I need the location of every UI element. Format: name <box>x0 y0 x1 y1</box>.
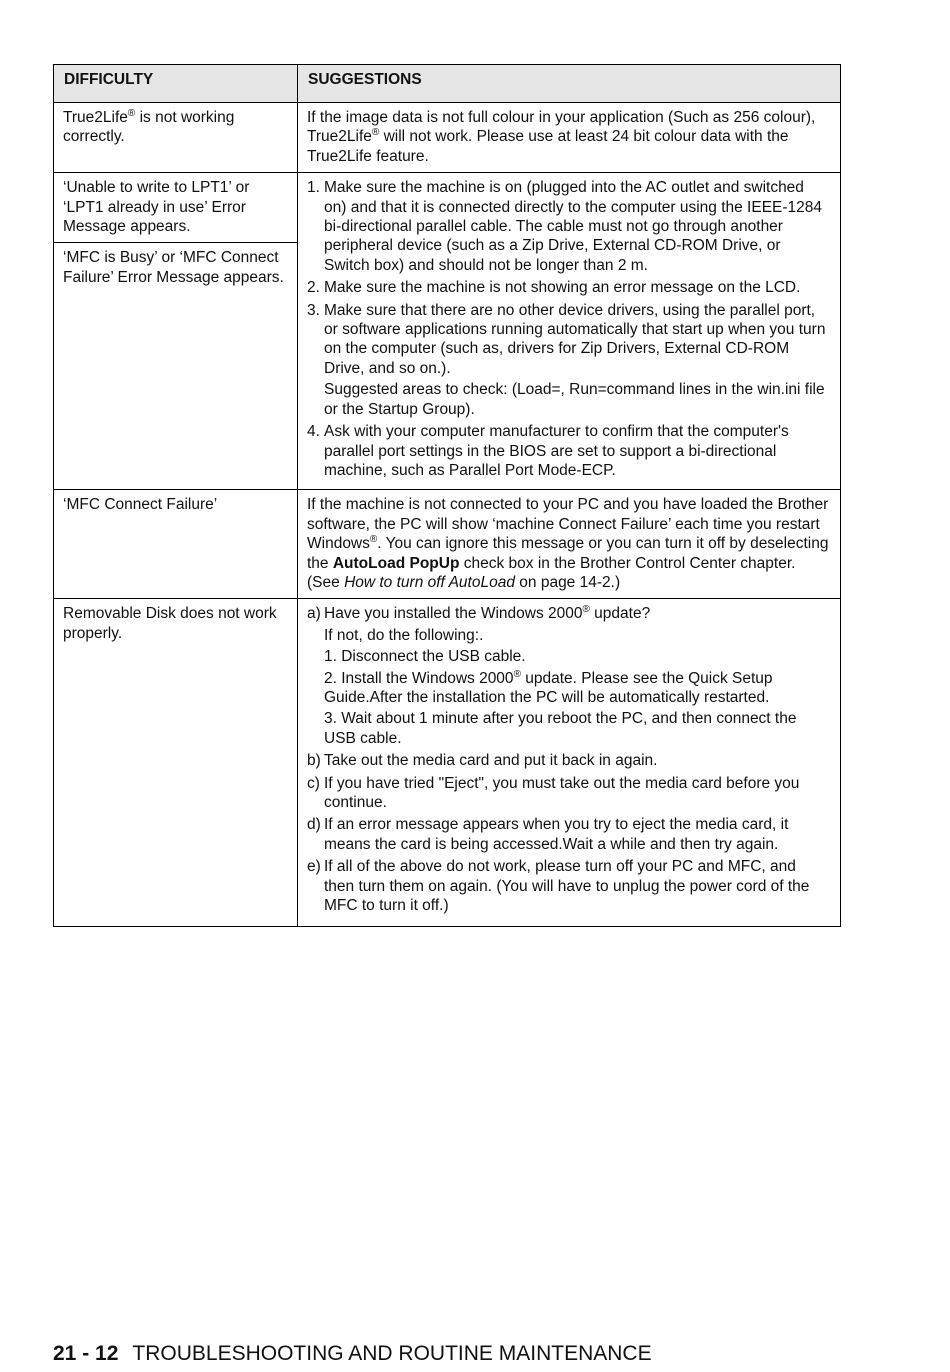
difficulty-cell: True2Life® is not working correctly. <box>54 103 298 173</box>
lettered-list <box>307 604 830 915</box>
table-header-row <box>54 65 841 103</box>
list-item: e) If all of the above do not work, please turn off your PC and MFC, and then turn them on again. (You will have to unplug the power cord of the MFC to turn it off.) <box>307 858 810 915</box>
table-row <box>54 103 841 173</box>
list-item: d) If an error message appears when you try to eject the media card, it means the card is being accessed.Wait a while and then try again. <box>307 816 789 853</box>
suggestion-cell: If the machine is not connected to your PC and you have loaded the Brother software, the PC will show ‘machine Connect Failure’ each time you restart Windows®. You can ignore this message or you can turn it off by deselecting the AutoLoad PopUp check box in the Brother Control Center chapter. (See How to turn off AutoLoad on page 14-2.) <box>298 490 841 599</box>
difficulty-header: DIFFICULTY <box>54 65 298 103</box>
troubleshooting-table <box>53 64 841 927</box>
suggestion-cell <box>298 599 841 927</box>
list-item: 3. Make sure that there are no other device drivers, using the parallel port, or software applications running automatically that start up when you turn on the computer (such as, drivers for Zip Drivers, External CD-ROM Drive, and so on.). Suggested areas to check: (Load=, Run=command lines in the win.ini file or the Startup Group). <box>307 301 826 418</box>
table-row <box>54 490 841 599</box>
difficulty-cell: ‘Unable to write to LPT1’ or ‘LPT1 already in use’ Error Message appears. <box>54 173 298 243</box>
suggestion-cell: If the image data is not full colour in your application (Such as 256 colour), True2Life® will not work. Please use at least 24 bit colour data with the True2Life feature. <box>298 103 841 173</box>
suggestions-header: SUGGESTIONS <box>298 65 841 103</box>
list-item: a) Have you installed the Windows 2000® update? If not, do the following:. 1. Disconnect the USB cable. 2. Install the Windows 2000® update. Please see the Quick Setup Guide.After the installation the PC will be automatically restarted. 3. Wait about 1 minute after you reboot the PC, and then connect the USB cable. <box>307 604 797 747</box>
chapter-title: TROUBLESHOOTING AND ROUTINE MAINTENANCE <box>132 1342 652 1365</box>
difficulty-cell: ‘MFC is Busy’ or ‘MFC Connect Failure’ Error Message appears. <box>54 243 298 490</box>
numbered-list <box>307 178 830 480</box>
list-item: c) If you have tried "Eject", you must take out the media card before you continue. <box>307 774 800 811</box>
difficulty-cell: ‘MFC Connect Failure’ <box>54 490 298 599</box>
list-item: b) Take out the media card and put it back in again. <box>307 752 658 770</box>
page-footer <box>53 1342 652 1366</box>
list-item: 2. Make sure the machine is not showing an error message on the LCD. <box>307 279 801 297</box>
suggestion-cell <box>298 173 841 490</box>
list-item: 1. Make sure the machine is on (plugged into the AC outlet and switched on) and that it is connected directly to the computer using the IEEE-1284 bi-directional parallel cable. The cable must not go through another peripheral device (such as a Zip Drive, External CD-ROM Drive, or Switch box) and should not be longer than 2 m. <box>307 179 823 274</box>
page-number: 21 - 12 <box>53 1342 119 1365</box>
difficulty-cell: Removable Disk does not work properly. <box>54 599 298 927</box>
table-row <box>54 599 841 927</box>
table-row <box>54 173 841 243</box>
list-item: 4. Ask with your computer manufacturer to confirm that the computer's parallel port settings in the BIOS are set to support a bi-directional machine, such as Parallel Port Mode-ECP. <box>307 423 789 479</box>
